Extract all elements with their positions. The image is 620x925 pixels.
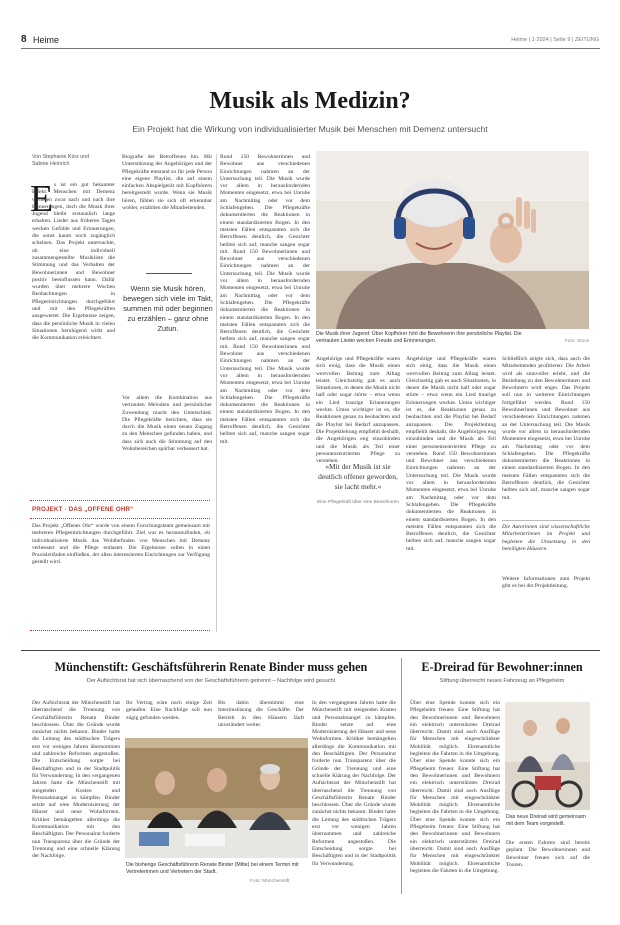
page-number: 8: [21, 34, 27, 45]
article2-title: Münchenstift: Geschäftsführerin Renate Binder muss gehen: [54, 660, 368, 674]
article-col2a: Biografie der Betroffenen hin. Mit Unterstützung der Angehörigen und der Pflegekräfte entstand so für jede Person eine eigene Playlist, die auf einem einfachen Abspielgerät mit Kopfhörern bereitgestellt wurde. Wenn sie Musik hören, fühlen sie sich oft erkennbar wohler, erzählten die Mitarbeitenden.: [122, 154, 212, 212]
info-box-text: Das Projekt „Offenes Ohr“ wurde von einem Forschungsteam gemeinsam mit mehreren Pflegeeinrichtungen durchgeführt. Ziel war es herauszufinden, ob individualisierte Musik das Wohlbefinden von Menschen mit Demenz verbessert und die Pflege entlastet. Die Ergebnisse sollen in einen Praxisleitfaden einfließen, der allen interessierten Einrichtungen zur Verfügung gestellt wird.: [32, 523, 210, 566]
tricycle-photo-caption: Das neue Dreirad wird gemeinsam mit dem Team vorgestellt.: [506, 814, 586, 827]
article3-text2: Die ersten Fahrten sind bereits geplant. Die Bewohnerinnen und Bewohner freuen sich auf die Touren.: [506, 840, 590, 868]
meeting-illustration: [125, 738, 308, 858]
info-box-mid-rule: [30, 518, 210, 519]
article2-subtitle: Der Aufsichtsrat hat sich überraschend von der Geschäftsführerin getrennt – Nachfolge wird gesucht: [86, 678, 336, 684]
pull-quote-left: Wenn sie Musik hören, bewegen sich viele im Takt, summen mit oder beginnen zu erzählen – ganz ohne Zutun.: [123, 284, 213, 333]
info-box-bottom-rule: [30, 630, 210, 631]
column-divider: [216, 154, 217, 632]
article2-col2: Ihr Vertrag wäre noch einige Zeit gelaufen. Eine Nachfolge soll nun zügig gefunden werden.: [126, 700, 212, 721]
section-label: Heime: [33, 35, 60, 45]
info-box-label: PROJEKT · DAS „OFFENE OHR“: [32, 506, 134, 513]
article3-subtitle: Stiftung überreicht neues Fahrzeug an Pflegeheim: [439, 678, 565, 684]
article3-text: Über eine Spende konnte sich ein Pflegeheim freuen: Eine Stiftung hat den Bewohnerinnen und Bewohnern ein elektrisch unterstütztes Dreirad überreicht. Damit sind auch Ausflüge für Menschen mit eingeschränkter Mobilität möglich. Ehrenamtliche begleiten die Fahrten in die Umgebung. Über eine Spende konnte sich ein Pflegeheim freuen: Eine Stiftung hat den Bewohnerinnen und Bewohnern ein elektrisch unterstütztes Dreirad überreicht. Damit sind auch Ausflüge für Menschen mit eingeschränkter Mobilität möglich. Ehrenamtliche begleiten die Fahrten in die Umgebung. Über eine Spende konnte sich ein Pflegeheim freuen: Eine Stiftung hat den Bewohnerinnen und Bewohnern ein elektrisch unterstütztes Dreirad überreicht. Damit sind auch Ausflüge für Menschen mit eingeschränkter Mobilität möglich. Ehrenamtliche begleiten die Fahrten in die Umgebung.: [410, 700, 500, 874]
article-col2c: Vor allem die Kombination aus vertrauten Melodien und persönlicher Zuwendung macht den Unterschied. Die Pflegekräfte berichten, dass sie durch die Musik einen neuen Zugang zu den Menschen gefunden haben, und dass sich auch die Stimmung auf den Wohnbereichen spürbar verbessert hat.: [122, 395, 212, 453]
article-col3: Rund 150 Bewohnerinnen und Bewohner aus verschiedenen Einrichtungen nahmen an der Untersuchung teil. Die Musik wurde vor allem in herausfordernden Momenten eingesetzt, etwa bei Unruhe am Nachmittag oder vor dem Schlafengehen. Die Pflegekräfte dokumentierten die Reaktionen in einem standardisierten Bogen. In den meisten Fällen entspannten sich die Betroffenen deutlich, die Gesichter hellten sich auf, manche sangen sogar mit. Rund 150 Bewohnerinnen und Bewohner aus verschiedenen Einrichtungen nahmen an der Untersuchung teil. Die Musik wurde vor allem in herausfordernden Momenten eingesetzt, etwa bei Unruhe am Nachmittag oder vor dem Schlafengehen. Die Pflegekräfte dokumentierten die Reaktionen in einem standardisierten Bogen. In den meisten Fällen entspannten sich die Betroffenen deutlich, die Gesichter hellten sich auf, manche sangen sogar mit. Rund 150 Bewohnerinnen und Bewohner aus verschiedenen Einrichtungen nahmen an der Untersuchung teil. Die Musik wurde vor allem in herausfordernden Momenten eingesetzt, etwa bei Unruhe am Nachmittag oder vor dem Schlafengehen. Die Pflegekräfte dokumentierten die Reaktionen in einem standardisierten Bogen. In den meisten Fällen entspannten sich die Betroffenen deutlich, die Gesichter hellten sich auf, manche sangen sogar mit.: [220, 154, 310, 445]
tricycle-illustration: [505, 702, 590, 810]
meeting-photo-credit: Foto: Münchenstift: [250, 879, 290, 884]
pull-quote-attribution: Eine Pflegekraft über eine Bewohnerin: [317, 500, 399, 505]
info-note: Weitere Informationen zum Projekt gibt es bei der Projektleitung.: [502, 576, 590, 590]
meeting-photo: [125, 738, 308, 858]
tricycle-photo: [505, 702, 590, 810]
article2-col1: Der Aufsichtsrat der Münchenstift hat überraschend die Trennung von Geschäftsführerin Renate Binder beschlossen. Über die Gründe wurde zunächst nichts bekannt. Binder hatte die Leitung des städtischen Trägers erst vor wenigen Jahren übernommen und zahlreiche Reformen angestoßen. Die Entscheidung sorgte bei Beschäftigten und in der Stadtpolitik für Verwunderung. In den vergangenen Jahren hatte die Münchenstift mit steigenden Kosten und Personalmangel zu kämpfen. Binder setzte auf eine Modernisierung der Häuser und neue Wohnformen. Kritiker bemängelten allerdings die Kommunikation mit den Beschäftigten. Der Personalrat forderte nun Transparenz über die Gründe der Trennung und eine schnelle Klärung der Nachfolge.: [32, 700, 120, 860]
photo-caption: Die Musik ihrer Jugend: Über Kopfhörer hört die Bewohnerin ihre persönliche Playlist. Die vertrauten Lieder wecken Freude und Erinnerungen.: [316, 331, 522, 344]
author-note: Die Autorinnen sind wissenschaftliche Mitarbeiterinnen im Projekt und begleiten die Umsetzung in den beteiligten Häusern.: [502, 524, 590, 552]
col6-rule: [502, 520, 590, 521]
pull-quote-right: »Mit der Musik ist sie deutlich offener geworden, sie lacht mehr.«: [318, 462, 398, 491]
photo-credit: Foto: Stock: [564, 339, 589, 344]
article2-col3: Bis dahin übernimmt eine Interimslösung die Geschäfte. Der Betrieb in den Häusern läuft unverändert weiter.: [218, 700, 304, 728]
article-col5: Angehörige und Pflegekräfte waren sich einig, dass die Musik einen wertvollen Beitrag zum Alltag leistet. Gleichzeitig gab es auch Situationen, in denen die Musik nicht half oder sogar störte – etwa wenn ein Lied traurige Erinnerungen weckte. Umso wichtiger ist es, die Reaktionen genau zu beobachten und die Playlist bei Bedarf anzupassen. Die Projektleitung empfiehlt deshalb, die Angehörigen eng einzubinden und die Musik als Teil einer personenzentrierten Pflege zu verstehen. Rund 150 Bewohnerinnen und Bewohner aus verschiedenen Einrichtungen nahmen an der Untersuchung teil. Die Musik wurde vor allem in herausfordernden Momenten eingesetzt, etwa bei Unruhe am Nachmittag oder vor dem Schlafengehen. Die Pflegekräfte dokumentierten die Reaktionen in einem standardisierten Bogen. In den meisten Fällen entspannten sich die Betroffenen deutlich, die Gesichter hellten sich auf, manche sangen sogar mit.: [406, 356, 496, 552]
section-divider: [21, 650, 600, 651]
meeting-photo-caption: Die bisherige Geschäftsführerin Renate Binder (Mitte) bei einem Termin mit Vertreterinnen und Vertretern der Stadt.: [126, 862, 299, 875]
photo-illustration: [316, 151, 589, 329]
article2-col4: In den vergangenen Jahren hatte die Münchenstift mit steigenden Kosten und Personalmangel zu kämpfen. Binder setzte auf eine Modernisierung der Häuser und neue Wohnformen. Kritiker bemängelten allerdings die Kommunikation mit den Beschäftigten. Der Personalrat forderte nun Transparenz über die Gründe der Trennung und eine schnelle Klärung der Nachfolge. Der Aufsichtsrat der Münchenstift hat überraschend die Trennung von Geschäftsführerin Renate Binder beschlossen. Über die Gründe wurde zunächst nichts bekannt. Binder hatte die Leitung des städtischen Trägers erst vor wenigen Jahren übernommen und zahlreiche Reformen angestoßen. Die Entscheidung sorgte bei Beschäftigten und in der Stadtpolitik für Verwunderung.: [312, 700, 396, 867]
byline: Von Stephanie Kürz und Sabine Heinrich: [32, 154, 90, 167]
pullquote-rule-top: [146, 273, 192, 274]
dropcap: E: [30, 178, 54, 220]
header-rule: [21, 48, 600, 49]
article-divider: [401, 658, 402, 894]
article-col1: s ist ein gut bekannter Effekt: Menschen mit Demenz verlieren zwar nach und nach ihre Erinnerungen, doch die Musik ihrer Jugend bleibt erstaunlich lange erhalten. Lieder aus früheren Tagen wecken Gefühle und Erinnerungen, die sonst kaum noch zugänglich scheinen. Das Projekt untersuchte, ob eine individuell zusammengestellte Musikliste die Stimmung und das Verhalten der Bewohnerinnen und Bewohner positiv beeinflussen kann. Dafür wurden über mehrere Wochen Beobachtungen in Pflegeeinrichtungen durchgeführt und mit den Pflegekräften ausgewertet. Die Ergebnisse zeigen, dass die persönliche Musik in vielen Situationen beruhigend wirkt und die Kommunikation erleichtert.: [32, 182, 115, 342]
article-subtitle: Ein Projekt hat die Wirkung von individualisierter Musik bei Menschen mit Demenz untersucht: [132, 124, 488, 134]
issue-info: Heime | 1·2024 | Seite 9 | ZEITUNG: [511, 37, 599, 43]
article-col4: Angehörige und Pflegekräfte waren sich einig, dass die Musik einen wertvollen Beitrag zum Alltag leistet. Gleichzeitig gab es auch Situationen, in denen die Musik nicht half oder sogar störte – etwa wenn ein Lied traurige Erinnerungen weckte. Umso wichtiger ist es, die Reaktionen genau zu beobachten und die Playlist bei Bedarf anzupassen. Die Projektleitung empfiehlt deshalb, die Angehörigen eng einzubinden und die Musik als Teil einer personenzentrierten Pflege zu verstehen.: [316, 356, 400, 465]
article-title: Musik als Medizin?: [209, 88, 411, 114]
info-box-top-rule: [30, 500, 210, 501]
article3-title: E-Dreirad für Bewohner:innen: [421, 660, 583, 674]
article-col6: Schließlich zeigte sich, dass auch die Mitarbeitenden profitieren: Die Arbeit wird als sinnvoller erlebt, und die Beziehung zu den Bewohnerinnen und Bewohnern wird enger. Das Projekt soll nun in weiteren Einrichtungen fortgeführt werden. Rund 150 Bewohnerinnen und Bewohner aus verschiedenen Einrichtungen nahmen an der Untersuchung teil. Die Musik wurde vor allem in herausfordernden Momenten eingesetzt, etwa bei Unruhe am Nachmittag oder vor dem Schlafengehen. Die Pflegekräfte dokumentierten die Reaktionen in einem standardisierten Bogen. In den meisten Fällen entspannten sich die Betroffenen deutlich, die Gesichter hellten sich auf, manche sangen sogar mit.: [502, 356, 590, 501]
elderly-woman-headphones-photo: [316, 151, 589, 329]
